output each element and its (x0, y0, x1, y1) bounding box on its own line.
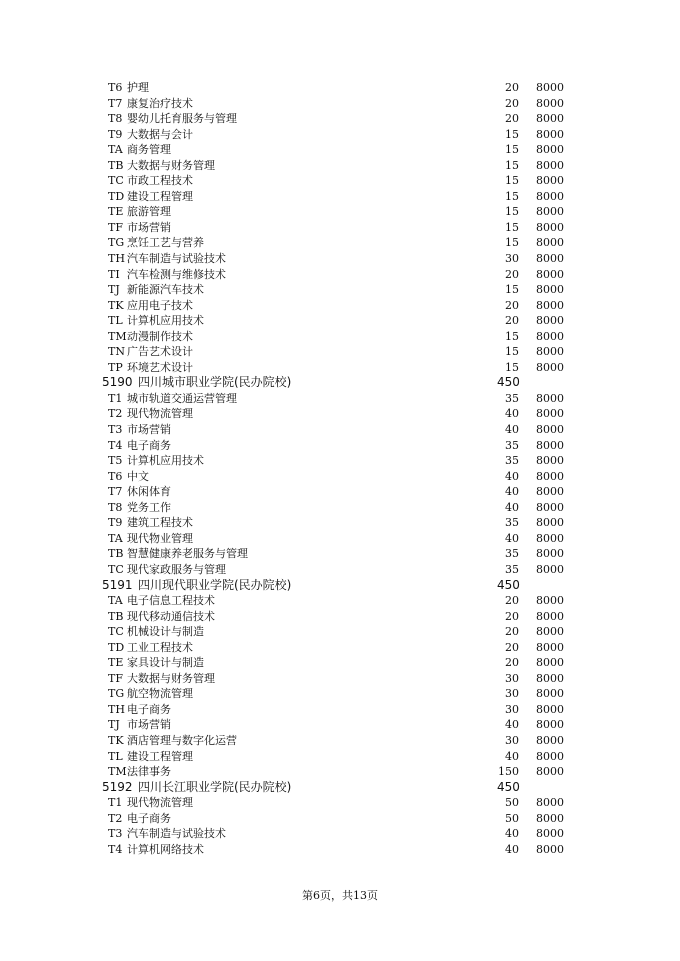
major-row (0, 531, 680, 547)
major-plan-count: 20 (505, 594, 519, 608)
major-plan-count: 35 (505, 454, 519, 468)
major-row (0, 562, 680, 578)
major-row (0, 127, 680, 143)
major-plan-count: 20 (505, 640, 519, 654)
major-plan-count: 20 (505, 298, 519, 312)
major-plan-count: 20 (505, 267, 519, 281)
major-row (0, 717, 680, 733)
major-tuition-fee: 8000 (536, 345, 564, 359)
major-code: TC (108, 174, 124, 188)
major-row (0, 453, 680, 469)
major-row (0, 313, 680, 329)
school-total-plan: 450 (497, 779, 520, 794)
major-row (0, 391, 680, 407)
major-tuition-fee: 8000 (536, 469, 564, 483)
major-name: 计算机应用技术 (127, 454, 204, 468)
major-tuition-fee: 8000 (536, 96, 564, 110)
major-plan-count: 15 (505, 220, 519, 234)
school-header-row (0, 375, 680, 391)
major-tuition-fee: 8000 (536, 656, 564, 670)
major-plan-count: 15 (505, 143, 519, 157)
major-tuition-fee: 8000 (536, 609, 564, 623)
major-name: 动漫制作技术 (127, 329, 193, 343)
major-plan-count: 35 (505, 438, 519, 452)
major-name: 商务管理 (127, 143, 171, 157)
major-tuition-fee: 8000 (536, 842, 564, 856)
major-plan-count: 40 (505, 531, 519, 545)
major-code: T4 (108, 438, 123, 452)
major-row (0, 500, 680, 516)
major-code: T7 (108, 485, 123, 499)
major-row (0, 438, 680, 454)
major-row (0, 749, 680, 765)
major-code: TJ (108, 283, 120, 297)
major-plan-count: 30 (505, 671, 519, 685)
major-plan-count: 20 (505, 656, 519, 670)
major-tuition-fee: 8000 (536, 143, 564, 157)
major-tuition-fee: 8000 (536, 454, 564, 468)
major-row (0, 329, 680, 345)
major-tuition-fee: 8000 (536, 127, 564, 141)
major-code: T3 (108, 827, 123, 841)
major-row (0, 826, 680, 842)
page-footer: 第6页，共13页 (302, 889, 378, 902)
major-tuition-fee: 8000 (536, 749, 564, 763)
major-code: TD (108, 189, 125, 203)
major-name: 智慧健康养老服务与管理 (127, 547, 248, 561)
major-code: TF (108, 220, 123, 234)
major-name: 航空物流管理 (127, 687, 193, 701)
major-row (0, 251, 680, 267)
major-code: T8 (108, 112, 123, 126)
major-row (0, 515, 680, 531)
major-plan-count: 15 (505, 345, 519, 359)
major-row (0, 158, 680, 174)
major-tuition-fee: 8000 (536, 640, 564, 654)
major-plan-count: 40 (505, 827, 519, 841)
major-plan-count: 15 (505, 158, 519, 172)
major-name: 建筑工程技术 (127, 516, 193, 530)
major-name: 计算机应用技术 (127, 314, 204, 328)
major-name: 工业工程技术 (127, 640, 193, 654)
major-code: T5 (108, 454, 123, 468)
school-total-plan: 450 (497, 577, 520, 592)
major-tuition-fee: 8000 (536, 671, 564, 685)
major-name: 汽车制造与试验技术 (127, 827, 226, 841)
major-plan-count: 20 (505, 112, 519, 126)
major-row (0, 811, 680, 827)
major-row (0, 469, 680, 485)
major-code: TF (108, 671, 123, 685)
major-tuition-fee: 8000 (536, 531, 564, 545)
major-name: 家具设计与制造 (127, 656, 204, 670)
major-tuition-fee: 8000 (536, 220, 564, 234)
major-code: TB (108, 158, 124, 172)
major-code: TL (108, 314, 123, 328)
major-name: 旅游管理 (127, 205, 171, 219)
major-name: 建设工程管理 (127, 749, 193, 763)
major-code: TH (108, 702, 125, 716)
major-plan-count: 35 (505, 547, 519, 561)
major-tuition-fee: 8000 (536, 733, 564, 747)
major-name: 烹饪工艺与营养 (127, 236, 204, 250)
major-plan-count: 40 (505, 423, 519, 437)
major-tuition-fee: 8000 (536, 205, 564, 219)
major-name: 休闲体育 (127, 485, 171, 499)
major-tuition-fee: 8000 (536, 718, 564, 732)
major-row (0, 173, 680, 189)
major-code: T1 (108, 796, 123, 810)
major-row (0, 733, 680, 749)
major-row (0, 111, 680, 127)
major-code: TM (108, 765, 127, 779)
major-tuition-fee: 8000 (536, 112, 564, 126)
major-plan-count: 40 (505, 842, 519, 856)
major-row (0, 484, 680, 500)
major-name: 护理 (127, 81, 149, 94)
major-code: TC (108, 562, 124, 576)
major-plan-count: 40 (505, 749, 519, 763)
major-code: TK (108, 298, 124, 312)
major-row (0, 671, 680, 687)
major-name: 建设工程管理 (127, 189, 193, 203)
major-plan-count: 20 (505, 314, 519, 328)
major-row (0, 624, 680, 640)
major-tuition-fee: 8000 (536, 81, 564, 94)
major-code: T2 (108, 811, 123, 825)
major-name: 市政工程技术 (127, 174, 193, 188)
major-name: 汽车制造与试验技术 (127, 252, 226, 266)
school-code: 5191 (102, 577, 133, 592)
major-code: TJ (108, 718, 120, 732)
major-code: TM (108, 329, 127, 343)
school-name: 四川城市职业学院(民办院校) (138, 375, 292, 390)
major-row (0, 406, 680, 422)
major-plan-count: 15 (505, 174, 519, 188)
major-tuition-fee: 8000 (536, 314, 564, 328)
major-name: 环境艺术设计 (127, 360, 193, 374)
major-tuition-fee: 8000 (536, 811, 564, 825)
major-name: 大数据与财务管理 (127, 158, 215, 172)
major-plan-count: 40 (505, 407, 519, 421)
major-code: T8 (108, 500, 123, 514)
major-row (0, 609, 680, 625)
major-row (0, 204, 680, 220)
school-code: 5190 (102, 375, 133, 390)
major-code: TL (108, 749, 123, 763)
major-row (0, 702, 680, 718)
major-row (0, 282, 680, 298)
major-tuition-fee: 8000 (536, 252, 564, 266)
major-tuition-fee: 8000 (536, 360, 564, 374)
major-tuition-fee: 8000 (536, 391, 564, 405)
major-name: 现代物流管理 (127, 796, 193, 810)
major-plan-count: 20 (505, 609, 519, 623)
major-tuition-fee: 8000 (536, 298, 564, 312)
major-name: 康复治疗技术 (127, 96, 193, 110)
major-tuition-fee: 8000 (536, 625, 564, 639)
major-tuition-fee: 8000 (536, 562, 564, 576)
major-name: 现代移动通信技术 (127, 609, 215, 623)
major-code: TE (108, 656, 124, 670)
school-name: 四川长江职业学院(民办院校) (138, 779, 292, 794)
major-plan-count: 50 (505, 796, 519, 810)
major-row (0, 344, 680, 360)
major-tuition-fee: 8000 (536, 485, 564, 499)
major-code: T2 (108, 407, 123, 421)
major-row (0, 298, 680, 314)
major-tuition-fee: 8000 (536, 827, 564, 841)
major-name: 机械设计与制造 (127, 625, 204, 639)
major-tuition-fee: 8000 (536, 796, 564, 810)
major-tuition-fee: 8000 (536, 267, 564, 281)
school-name: 四川现代职业学院(民办院校) (138, 577, 292, 592)
major-plan-count: 35 (505, 391, 519, 405)
major-name: 现代物业管理 (127, 531, 193, 545)
major-tuition-fee: 8000 (536, 516, 564, 530)
major-code: TG (108, 687, 125, 701)
major-plan-count: 15 (505, 189, 519, 203)
major-tuition-fee: 8000 (536, 174, 564, 188)
major-tuition-fee: 8000 (536, 438, 564, 452)
major-name: 汽车检测与维修技术 (127, 267, 226, 281)
major-name: 电子信息工程技术 (127, 594, 215, 608)
major-name: 大数据与会计 (127, 127, 193, 141)
school-total-plan: 450 (497, 375, 520, 390)
major-plan-count: 20 (505, 81, 519, 94)
major-row (0, 80, 680, 96)
major-plan-count: 50 (505, 811, 519, 825)
major-code: TA (108, 594, 123, 608)
major-code: TK (108, 733, 124, 747)
major-plan-count: 15 (505, 283, 519, 297)
major-row (0, 686, 680, 702)
major-name: 党务工作 (127, 500, 171, 514)
major-name: 电子商务 (127, 438, 171, 452)
major-plan-count: 30 (505, 687, 519, 701)
major-tuition-fee: 8000 (536, 158, 564, 172)
major-name: 市场营销 (127, 220, 171, 234)
major-code: TA (108, 531, 123, 545)
major-code: TE (108, 205, 124, 219)
major-row (0, 593, 680, 609)
major-name: 新能源汽车技术 (127, 283, 204, 297)
major-name: 应用电子技术 (127, 298, 193, 312)
major-plan-count: 15 (505, 360, 519, 374)
major-name: 法律事务 (127, 765, 171, 779)
major-plan-count: 40 (505, 469, 519, 483)
major-name: 市场营销 (127, 423, 171, 437)
major-plan-count: 35 (505, 562, 519, 576)
major-code: T3 (108, 423, 123, 437)
major-plan-count: 40 (505, 500, 519, 514)
major-name: 城市轨道交通运营管理 (127, 391, 237, 405)
major-plan-count: 15 (505, 236, 519, 250)
major-row (0, 546, 680, 562)
major-row (0, 235, 680, 251)
major-code: T9 (108, 127, 123, 141)
major-plan-count: 30 (505, 733, 519, 747)
major-code: TI (108, 267, 120, 281)
major-name: 现代物流管理 (127, 407, 193, 421)
major-code: T1 (108, 391, 123, 405)
major-name: 酒店管理与数字化运营 (127, 733, 237, 747)
major-row (0, 764, 680, 780)
major-tuition-fee: 8000 (536, 236, 564, 250)
major-code: TP (108, 360, 123, 374)
major-code: TH (108, 252, 125, 266)
major-code: TA (108, 143, 123, 157)
major-code: T9 (108, 516, 123, 530)
major-code: T4 (108, 842, 123, 856)
school-header-row (0, 780, 680, 796)
major-plan-count: 30 (505, 702, 519, 716)
major-plan-count: 35 (505, 516, 519, 530)
major-name: 市场营销 (127, 718, 171, 732)
major-tuition-fee: 8000 (536, 687, 564, 701)
school-header-row (0, 578, 680, 594)
major-row (0, 640, 680, 656)
major-row (0, 655, 680, 671)
major-tuition-fee: 8000 (536, 594, 564, 608)
major-code: TN (108, 345, 125, 359)
major-plan-count: 15 (505, 329, 519, 343)
enrollment-plan-table (0, 80, 680, 857)
major-plan-count: 20 (505, 96, 519, 110)
major-name: 现代家政服务与管理 (127, 562, 226, 576)
major-row (0, 220, 680, 236)
major-row (0, 267, 680, 283)
major-code: TD (108, 640, 125, 654)
major-name: 电子商务 (127, 811, 171, 825)
major-name: 大数据与财务管理 (127, 671, 215, 685)
school-code: 5192 (102, 779, 133, 794)
major-name: 电子商务 (127, 702, 171, 716)
major-tuition-fee: 8000 (536, 702, 564, 716)
major-plan-count: 30 (505, 252, 519, 266)
major-tuition-fee: 8000 (536, 423, 564, 437)
major-tuition-fee: 8000 (536, 407, 564, 421)
major-row (0, 842, 680, 858)
major-row (0, 360, 680, 376)
major-name: 广告艺术设计 (127, 345, 193, 359)
major-code: T7 (108, 96, 123, 110)
major-tuition-fee: 8000 (536, 547, 564, 561)
major-row (0, 96, 680, 112)
major-code: TB (108, 547, 124, 561)
major-code: T6 (108, 81, 123, 94)
major-tuition-fee: 8000 (536, 765, 564, 779)
major-plan-count: 15 (505, 127, 519, 141)
major-tuition-fee: 8000 (536, 500, 564, 514)
major-plan-count: 40 (505, 485, 519, 499)
major-plan-count: 15 (505, 205, 519, 219)
major-tuition-fee: 8000 (536, 189, 564, 203)
major-code: TC (108, 625, 124, 639)
major-row (0, 422, 680, 438)
major-row (0, 189, 680, 205)
major-tuition-fee: 8000 (536, 283, 564, 297)
major-plan-count: 20 (505, 625, 519, 639)
major-row (0, 142, 680, 158)
major-plan-count: 150 (498, 765, 519, 779)
major-code: TB (108, 609, 124, 623)
major-code: TG (108, 236, 125, 250)
major-row (0, 795, 680, 811)
major-tuition-fee: 8000 (536, 329, 564, 343)
major-name: 中文 (127, 469, 149, 483)
major-code: T6 (108, 469, 123, 483)
major-name: 计算机网络技术 (127, 842, 204, 856)
major-plan-count: 40 (505, 718, 519, 732)
major-name: 婴幼儿托育服务与管理 (127, 112, 237, 126)
